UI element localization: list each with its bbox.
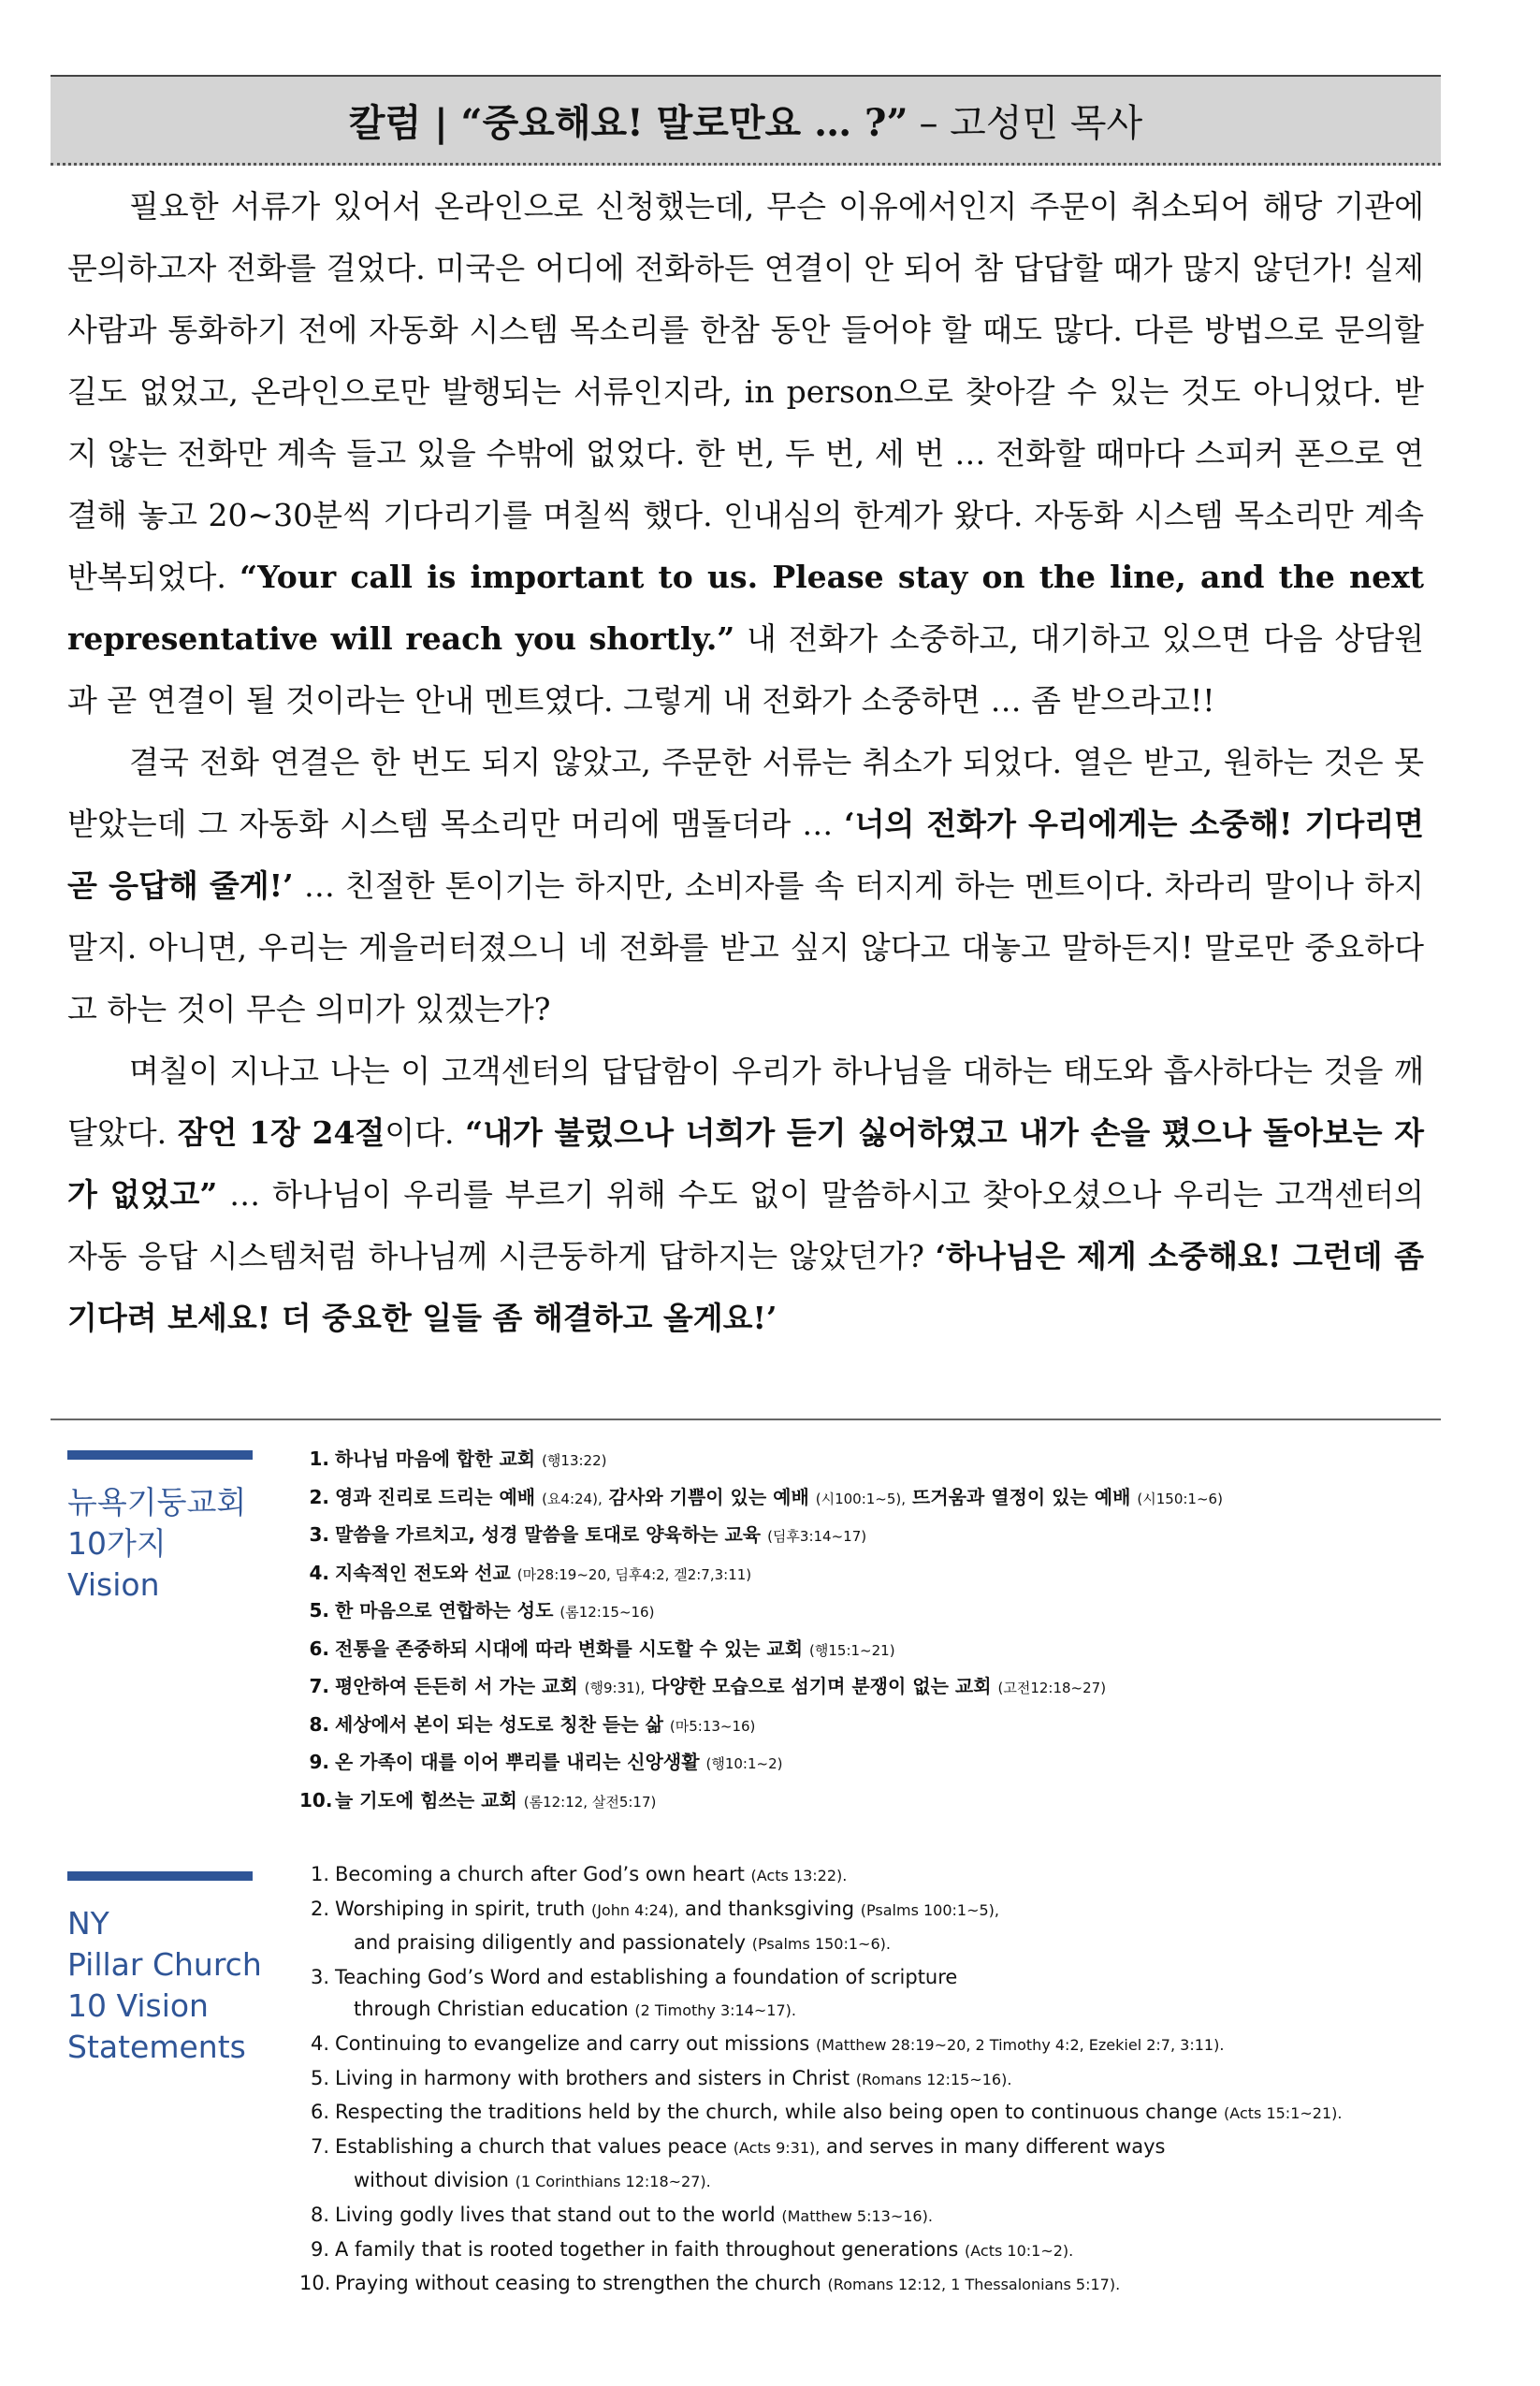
list-item: 9. A family that is rooted together in faith throughout generations (Acts 10:1~2). <box>310 2237 1074 2261</box>
list-item: 3. Teaching God’s Word and establishing a foundation of scripture through Christian education (2 Timothy 3:14~17). <box>310 1965 958 2021</box>
list-item: 7. Establishing a church that values peace (Acts 9:31), and serves in many different ways without division (1 Corinthians 12:18~27). <box>310 2134 1166 2192</box>
automated-message-quote: “Your call is important to us. Please stay on the line, and the next representative will reach you shortly.” <box>67 559 1425 657</box>
column-paragraph-2: 결국 전화 연결은 한 번도 되지 않았고, 주문한 서류는 취소가 되었다. 열은 받고, 원하는 것은 못 받았는데 그 자동화 시스템 목소리만 머리에 맴돌더라 … ‘너의 전화가 우리에게는 소중해! 기다리면 곧 응답해 줄게!’ … 친절한 톤이기는 하지만, 소비자를 속 터지게 하는 멘트이다. 차라리 말이나 하지 말지. 아니면, 우리는 게을러터졌으니 네 전화를 받고 싶지 않다고 대놓고 말하든지! 말로만 중요하다고 하는 것이 무슨 의미가 있겠는가? <box>67 744 1424 1027</box>
list-item: 2. Worshiping in spirit, truth (John 4:24), and thanksgiving (Psalms 100:1~5), and praising diligently and passionately (Psalms 150:1~6). <box>310 1897 1000 1955</box>
column-title: 칼럼 | “중요해요! 말로만요 … ?” <box>348 100 908 145</box>
column-paragraph-1: 필요한 서류가 있어서 온라인으로 신청했는데, 무슨 이유에서인지 주문이 취소되어 해당 기관에 문의하고자 전화를 걸었다. 미국은 어디에 전화하든 연결이 안 되어 참 답답할 때가 많지 않던가! 실제 사람과 통화하기 전에 자동화 시스템 목소리를 한참 동안 들어야 할 때도 많다. 다른 방법으로 문의할 길도 없었고, 온라인으로만 발행되는 서류인지라, in person으로 찾아갈 수 있는 것도 아니었다. 받지 않는 전화만 계속 들고 있을 수밖에 없었다. 한 번, 두 번, 세 번 … 전화할 때마다 스피커 폰으로 연결해 놓고 20~30분씩 기다리기를 며칠씩 했다. 인내심의 한계가 왔다. 자동화 시스템 목소리만 계속 반복되었다. “Your call is important to us. Please stay on the line, and the next representative will reach you shortly.” 내 전화가 소중하고, 대기하고 있으면 다음 상담원과 곧 연결이 될 것이라는 안내 멘트였다. 그렇게 내 전화가 소중하면 … 좀 받으라고!! <box>67 188 1425 719</box>
section-divider <box>51 1419 1441 1420</box>
list-item: 8. 세상에서 본이 되는 성도로 칭찬 듣는 삶 (마5:13~16) <box>309 1712 756 1736</box>
vision-ko-list <box>299 1441 1223 1820</box>
paraphrase-quote: ‘너의 전화가 우리에게는 소중해! 기다리면 곧 응답해 줄게!’ <box>67 806 1424 904</box>
list-item: 10. Praying without ceasing to strengthen the church (Romans 12:12, 1 Thessalonians 5:17). <box>299 2272 1121 2295</box>
column-paragraph-3: 며칠이 지나고 나는 이 고객센터의 답답함이 우리가 하나님을 대하는 태도와 흡사하다는 것을 깨달았다. 잠언 1장 24절이다. “내가 불렀으나 너희가 듣기 싫어하였고 내가 손을 폈으나 돌아보는 자가 없었고” … 하나님이 우리를 부르기 위해 수도 없이 말씀하시고 찾아오셨으나 우리는 고객센터의 자동 응답 시스템처럼 하나님께 시큰둥하게 답하지는 않았던가? ‘하나님은 제게 소중해요! 그런데 좀 기다려 보세요! 더 중요한 일들 좀 해결하고 올게요!’ <box>67 1053 1424 1336</box>
scripture-reference: 잠언 1장 24절 <box>177 1114 385 1151</box>
list-item: 4. 지속적인 전도와 선교 (마28:19~20, 딤후4:2, 겔2:7,3:11) <box>309 1561 752 1584</box>
column-body <box>67 176 1424 1349</box>
list-item: 7. 평안하여 든든히 서 가는 교회 (행9:31), 다양한 모습으로 섬기며 분쟁이 없는 교회 (고전12:18~27) <box>309 1675 1107 1697</box>
vision-en-list <box>299 1858 1342 2302</box>
list-item: 6. 전통을 존중하되 시대에 따라 변화를 시도할 수 있는 교회 (행15:1~21) <box>309 1637 895 1660</box>
vision-en-title: NY Pillar Church 10 Vision Statements <box>67 1905 262 2065</box>
closing-quote: ‘하나님은 제게 소중해요! 그런데 좀 기다려 보세요! 더 중요한 일들 좀 해결하고 올게요!’ <box>67 1238 1424 1336</box>
vision-ko-title: 뉴욕기둥교회 10가지 Vision <box>67 1484 247 1603</box>
scripture-quote: “내가 불렀으나 너희가 듣기 싫어하였고 내가 손을 폈으나 돌아보는 자가 없었고” <box>67 1114 1424 1213</box>
list-item: 5. 한 마음으로 연합하는 성도 (롬12:15~16) <box>309 1599 655 1622</box>
list-item: 8. Living godly lives that stand out to the world (Matthew 5:13~16). <box>310 2203 933 2226</box>
list-item: 2. 영과 진리로 드리는 예배 (요4:24), 감사와 기쁨이 있는 예배 (시100:1~5), 뜨거움과 열정이 있는 예배 (시150:1~6) <box>309 1485 1223 1508</box>
column-author: – 고성민 목사 <box>919 101 1143 145</box>
column-header <box>51 75 1441 166</box>
list-item: 6. Respecting the traditions held by the church, while also being open to continuous change (Acts 15:1~21). <box>310 2101 1343 2124</box>
list-item: 5. Living in harmony with brothers and sisters in Christ (Romans 12:15~16). <box>310 2066 1012 2089</box>
list-item: 1. 하나님 마음에 합한 교회 (행13:22) <box>309 1448 607 1470</box>
list-item: 9. 온 가족이 대를 이어 뿌리를 내리는 신앙생활 (행10:1~2) <box>309 1751 783 1773</box>
list-item: 3. 말씀을 가르치고, 성경 말씀을 토대로 양육하는 교육 (딤후3:14~17) <box>309 1523 867 1546</box>
list-item: 10. 늘 기도에 힘쓰는 교회 (롬12:12, 살전5:17) <box>299 1788 657 1811</box>
list-item: 4. Continuing to evangelize and carry out missions (Matthew 28:19~20, 2 Timothy 4:2, Ezekiel 2:7, 3:11). <box>310 2031 1225 2055</box>
vision-ko-accent-bar <box>67 1450 253 1460</box>
list-item: 1. Becoming a church after God’s own heart (Acts 13:22). <box>310 1863 848 1885</box>
vision-en-accent-bar <box>67 1871 253 1881</box>
